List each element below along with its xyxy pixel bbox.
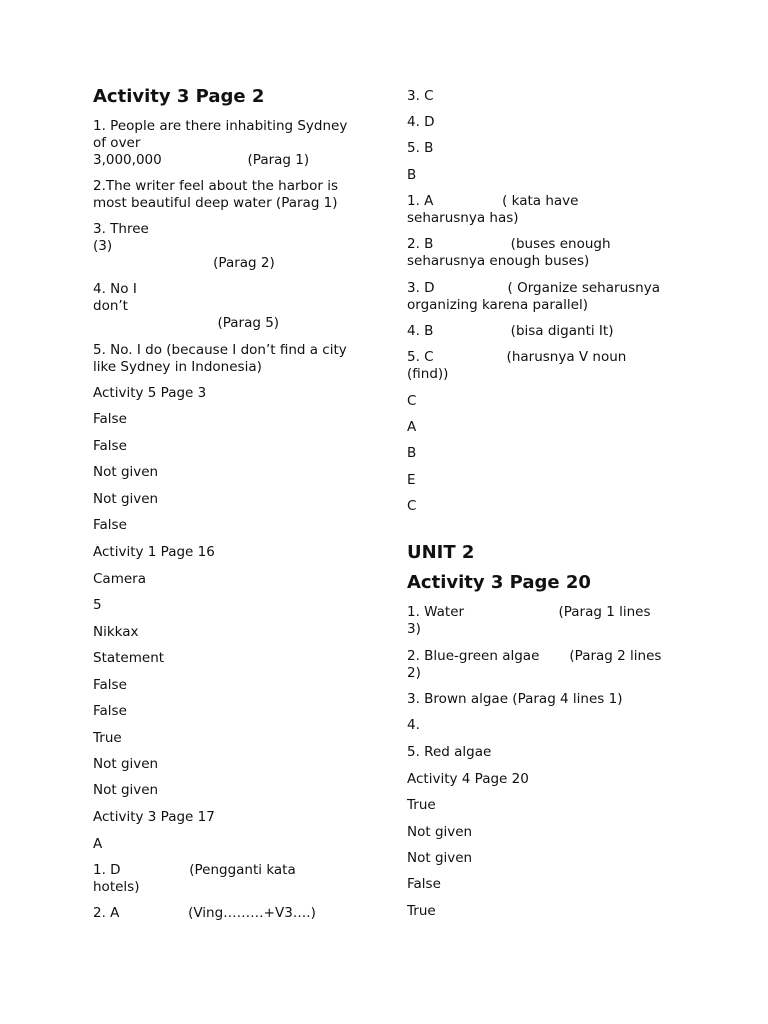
section-letter: A <box>93 836 103 852</box>
answer-line: 1. A ( kata have <box>407 193 579 209</box>
activity-label: Activity 3 Page 17 <box>93 809 215 825</box>
answer-line: 2. B (buses enough <box>407 236 611 252</box>
list-item: Not given <box>93 464 159 480</box>
list-item: E <box>407 472 416 488</box>
list-item: False <box>93 703 127 719</box>
answer-line: (Parag 2) <box>93 255 275 271</box>
answer-line: 1. People are there inhabiting Sydney <box>93 118 348 134</box>
list-item: Camera <box>93 571 146 587</box>
list-item: Nikkax <box>93 624 139 640</box>
answer-line: 5. No. I do (because I don’t find a city <box>93 342 347 358</box>
answer-line: (Parag 5) <box>93 315 280 331</box>
list-item: B <box>407 445 417 461</box>
list-item: Not given <box>93 491 159 507</box>
list-item: True <box>407 903 436 919</box>
list-item: 5. B <box>407 140 434 156</box>
answer-line: 2.The writer feel about the harbor is <box>93 178 338 194</box>
activity-label: Activity 4 Page 20 <box>407 771 529 787</box>
answer-line: 5. Red algae <box>407 744 492 760</box>
section-letter: B <box>407 167 417 183</box>
list-item: False <box>93 411 127 427</box>
answer-line: seharusnya enough buses) <box>407 253 590 269</box>
list-item: True <box>407 797 436 813</box>
answer-line: 2) <box>407 665 421 681</box>
answer-line: 3) <box>407 621 421 637</box>
answer-line: don’t <box>93 298 128 314</box>
list-item: False <box>93 677 127 693</box>
answer-line: most beautiful deep water (Parag 1) <box>93 195 338 211</box>
list-item: A <box>407 419 417 435</box>
list-item: Not given <box>93 782 159 798</box>
answer-line: like Sydney in Indonesia) <box>93 359 262 375</box>
answer-line: seharusnya has) <box>407 210 519 226</box>
answer-line: 4. No I <box>93 281 137 297</box>
list-item: False <box>93 438 127 454</box>
heading-activity3-page20: Activity 3 Page 20 <box>407 572 591 593</box>
list-item: False <box>407 876 441 892</box>
answer-line: 3. Three <box>93 221 149 237</box>
answer-line: 1. Water (Parag 1 lines <box>407 604 651 620</box>
answer-line: 3. D ( Organize seharusnya <box>407 280 660 296</box>
list-item: 4. D <box>407 114 435 130</box>
answer-line: hotels) <box>93 879 140 895</box>
answer-line: 5. C (harusnya V noun <box>407 349 627 365</box>
answer-line: 4. <box>407 717 420 733</box>
answer-line: of over <box>93 135 141 151</box>
list-item: C <box>407 498 417 514</box>
answer-line: 2. A (Ving………+V3….) <box>93 905 316 921</box>
list-item: Not given <box>407 850 473 866</box>
heading-activity3-page2: Activity 3 Page 2 <box>93 86 265 107</box>
answer-line: 1. D (Pengganti kata <box>93 862 296 878</box>
list-item: False <box>93 517 127 533</box>
list-item: 5 <box>93 597 102 613</box>
answer-line: 3. Brown algae (Parag 4 lines 1) <box>407 691 623 707</box>
answer-line: (3) <box>93 238 113 254</box>
answer-line: 3,000,000 (Parag 1) <box>93 152 310 168</box>
heading-unit2: UNIT 2 <box>407 542 475 563</box>
list-item: Not given <box>93 756 159 772</box>
list-item: Not given <box>407 824 473 840</box>
answer-line: organizing karena parallel) <box>407 297 588 313</box>
answer-line: 2. Blue-green algae (Parag 2 lines <box>407 648 662 664</box>
list-item: True <box>93 730 122 746</box>
list-item: Statement <box>93 650 165 666</box>
activity-label: Activity 5 Page 3 <box>93 385 207 401</box>
activity-label: Activity 1 Page 16 <box>93 544 215 560</box>
answer-line: 4. B (bisa diganti It) <box>407 323 614 339</box>
list-item: 3. C <box>407 88 434 104</box>
answer-line: (find)) <box>407 366 449 382</box>
list-item: C <box>407 393 417 409</box>
